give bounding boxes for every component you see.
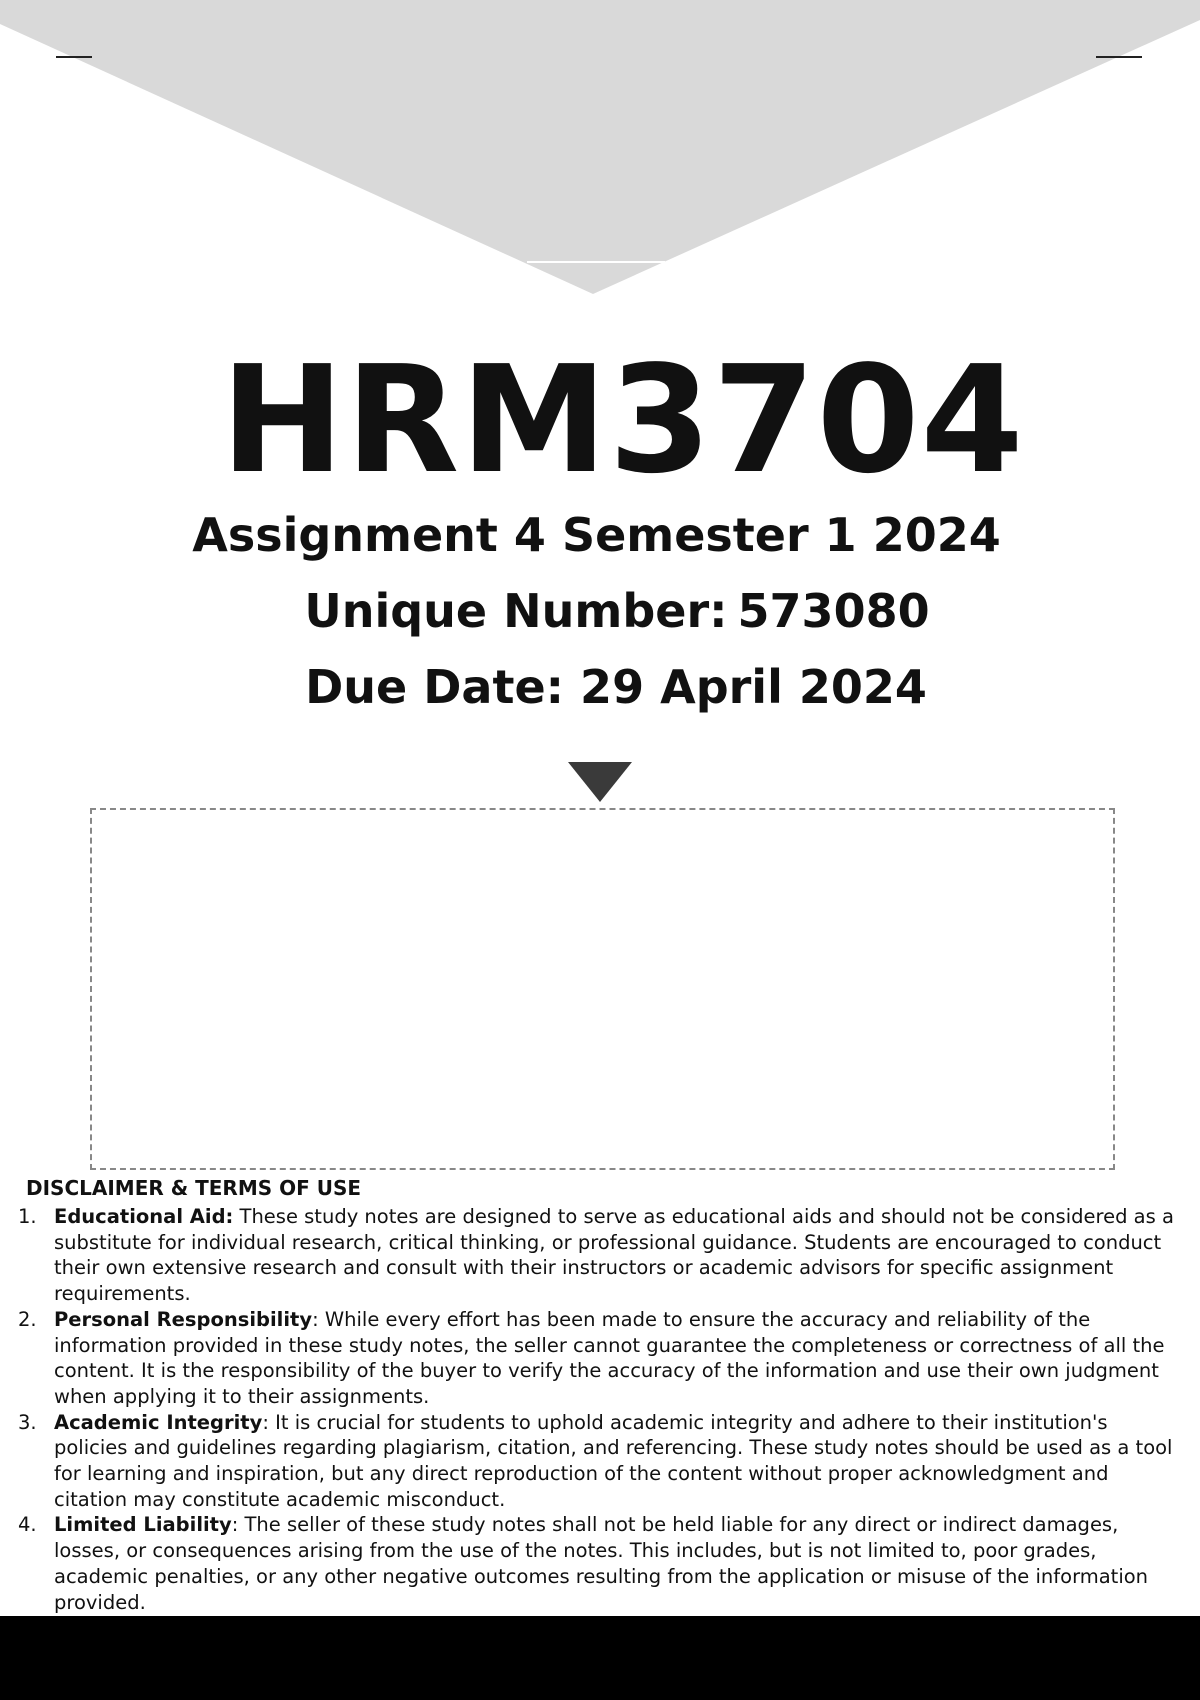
course-code-title: HRM3704: [220, 334, 1025, 506]
term-item: [18, 1307, 1186, 1410]
term-text: : While every effort has been made to ensure the accuracy and reliability of the information provided in these study notes, the seller cannot guarantee the completeness or correctness of all the content. It is the responsibility of the buyer to verify the accuracy of the information and use their own judgment when applying it to their assignments.: [54, 1307, 1165, 1408]
chevron-shape: [0, 0, 1200, 294]
term-item: [18, 1410, 1186, 1513]
term-number: 3.: [18, 1410, 37, 1434]
terms-list: [18, 1204, 1186, 1615]
term-item: [18, 1204, 1186, 1307]
disclaimer-title: DISCLAIMER & TERMS OF USE: [26, 1176, 362, 1200]
term-item: [18, 1512, 1186, 1615]
assignment-subtitle: Assignment 4 Semester 1 2024: [192, 508, 1001, 562]
term-number: 2.: [18, 1307, 37, 1331]
corner-mark-right: [1096, 56, 1142, 58]
term-heading: Academic Integrity: [54, 1410, 263, 1434]
disclaimer-section: [18, 1176, 1186, 1615]
term-text: These study notes are designed to serve as educational aids and should not be considered as a substitute for individual research, critical thinking, or professional guidance. Students are encouraged to conduct their own extensive research and consult with their instructors or academic advisors for specific assignment requirements.: [54, 1205, 1174, 1306]
corner-mark-left: [56, 56, 92, 58]
unique-number-line: [0, 583, 1200, 639]
down-arrow-icon: [568, 762, 632, 802]
image-placeholder-box: [90, 808, 1115, 1170]
term-text: : The seller of these study notes shall not be held liable for any direct or indirect damages, losses, or consequences arising from the use of the notes. This includes, but is not limited to, poor grades, academic penalties, or any other negative outcomes resulting from the application or misuse of the information provided.: [54, 1513, 1149, 1614]
unique-number-value: 573080: [737, 584, 930, 638]
bottom-black-bar: [0, 1616, 1200, 1700]
term-heading: Personal Responsibility: [54, 1307, 313, 1331]
term-text: : It is crucial for students to uphold academic integrity and adhere to their institution's policies and guidelines regarding plagiarism, citation, and referencing. These study notes should be used as a tool for learning and inspiration, but any direct reproduction of the content without proper acknowledgment and citation may constitute academic misconduct.: [54, 1410, 1173, 1511]
unique-number-label: Unique Number:: [304, 584, 728, 638]
due-date-line: Due Date: 29 April 2024: [305, 660, 927, 714]
header-chevron-banner: [0, 0, 1200, 300]
term-heading: Limited Liability: [54, 1513, 232, 1537]
term-number: 4.: [18, 1513, 37, 1537]
term-number: 1.: [18, 1205, 37, 1228]
term-heading: Educational Aid:: [54, 1205, 234, 1228]
